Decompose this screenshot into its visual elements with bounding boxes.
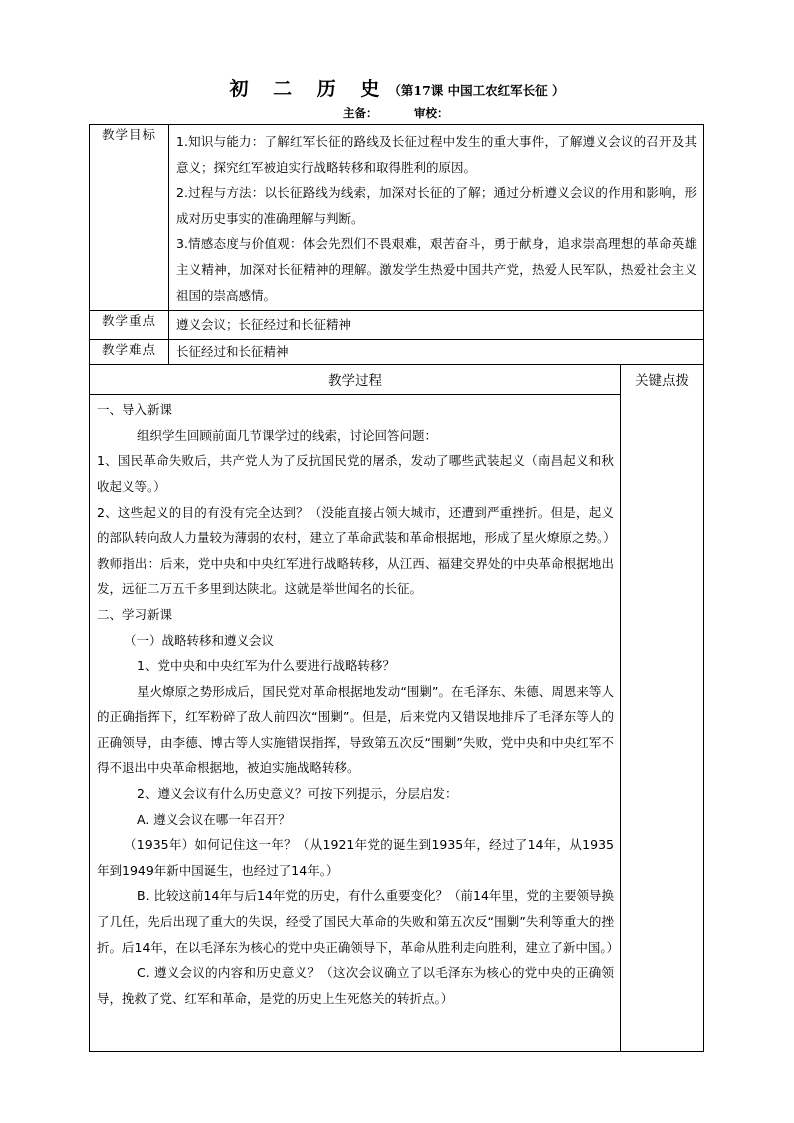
process-header-row — [90, 365, 704, 395]
process-paragraph: A. 遵义会议在哪一年召开？ — [137, 811, 291, 827]
subsection-heading: （一）战略转移和遵义会议 — [124, 632, 275, 648]
section-heading: 一、导入新课 — [97, 402, 173, 418]
key-points-cell — [169, 311, 704, 340]
objective-item: 3.情感态度与价值观：体会先烈们不畏艰难，艰苦奋斗，勇于献身，追求崇高理想的革命英雄主义精神，加深对长征精神的理解。激发学生热爱中国共产党，热爱人民军队，热爱社会主义祖国的崇高感情。 — [176, 236, 697, 303]
process-paragraph: 1、国民革命失败后，共产党人为了反抗国民党的屠杀，发动了哪些武装起义（南昌起义和秋收起义等。） — [97, 453, 614, 494]
objectives-cell — [169, 125, 704, 311]
objective-item: 2.过程与方法：以长征路线为线索，加深对长征的了解；通过分析遵义会议的作用和影响，形成对历史事实的准确理解与判断。 — [176, 185, 697, 226]
difficulties-text: 长征经过和长征精神 — [176, 344, 289, 360]
lesson-subtitle: （第17课 中国工农红军长征 ） — [388, 83, 565, 98]
process-paragraph: 组织学生回顾前面几节课学过的线索，讨论回答问题： — [137, 427, 438, 443]
difficulties-label: 教学难点 — [90, 340, 169, 365]
process-paragraph: （1935年）如何记住这一年？（从1921年党的诞生到1935年，经过了14年，从1935年到1949年新中国诞生，也经过了14年。） — [97, 837, 614, 878]
preparer-label: 主备： — [343, 106, 378, 120]
objectives-label: 教学目标 — [90, 125, 169, 311]
document-title-line — [0, 74, 794, 101]
process-body-row — [90, 395, 704, 1052]
key-notes-column — [621, 365, 704, 1052]
process-header: 教学过程 — [328, 373, 382, 390]
process-paragraph: 2、这些起义的目的有没有完全达到？（没能直接占领大城市，还遭到严重挫折。但是，起义的部队转向敌人力量较为薄弱的农村，建立了革命武装和革命根据地，形成了星火燎原之势。） — [97, 504, 616, 546]
reviewer-label: 审校： — [414, 106, 449, 120]
process-paragraph: C. 遵义会议的内容和历史意义？（这次会议确立了以毛泽东为核心的党中央的正确领导，挽救了党、红军和革命，是党的历史上生死悠关的转折点。） — [97, 965, 614, 1006]
difficulties-row — [90, 340, 704, 365]
page-title: 初 二 历 史 — [229, 78, 389, 100]
key-points-label: 教学重点 — [90, 311, 169, 340]
objective-item: 1.知识与能力：了解红军长征的路线及长征过程中发生的重大事件，了解遵义会议的召开及其意义；探究红军被迫实行战略转移和取得胜利的原因。 — [176, 134, 697, 175]
question-heading: 1、党中央和中央红军为什么要进行战略转移？ — [137, 658, 395, 674]
question-heading: 2、遵义会议有什么历史意义？可按下列提示，分层启发： — [137, 786, 458, 802]
difficulties-cell — [169, 340, 704, 365]
process-paragraph: B. 比较这前14年与后14年党的历史，有什么重要变化？（前14年里，党的主要领导换了几任，先后出现了重大的失误，经受了国民大革命的失败和第五次反“围剿”失利等重大的挫折。后14年，在以毛泽东为核心的党中央正确领导下，革命从胜利走向胜利，建立了新中国。） — [97, 888, 620, 955]
key-points-row — [90, 311, 704, 340]
key-points-text: 遵义会议；长征经过和长征精神 — [176, 317, 352, 333]
process-body-cell — [90, 395, 621, 1052]
process-header-cell — [90, 365, 621, 395]
objectives-row — [90, 125, 704, 311]
section-heading: 二、学习新课 — [97, 606, 173, 622]
process-paragraph: 教师指出：后来，党中央和中央红军进行战略转移，从江西、福建交界处的中央革命根据地出发，远征二万五千多里到达陕北。这就是举世闻名的长征。 — [97, 555, 614, 597]
process-paragraph: 星火燎原之势形成后，国民党对革命根据地发动“围剿”。在毛泽东、朱德、周恩来等人的正确指挥下，红军粉碎了敌人前四次“围剿”。但是，后来党内又错误地排斥了毛泽东等人的正确领导，由李德、博古等人实施错误指挥，导致第五次反“围剿”失败，党中央和中央红军不得不退出中央革命根据地，被迫实施战略转移。 — [97, 683, 614, 776]
key-notes-header: 关键点拨 — [635, 373, 689, 390]
lesson-plan-table — [89, 124, 704, 1052]
